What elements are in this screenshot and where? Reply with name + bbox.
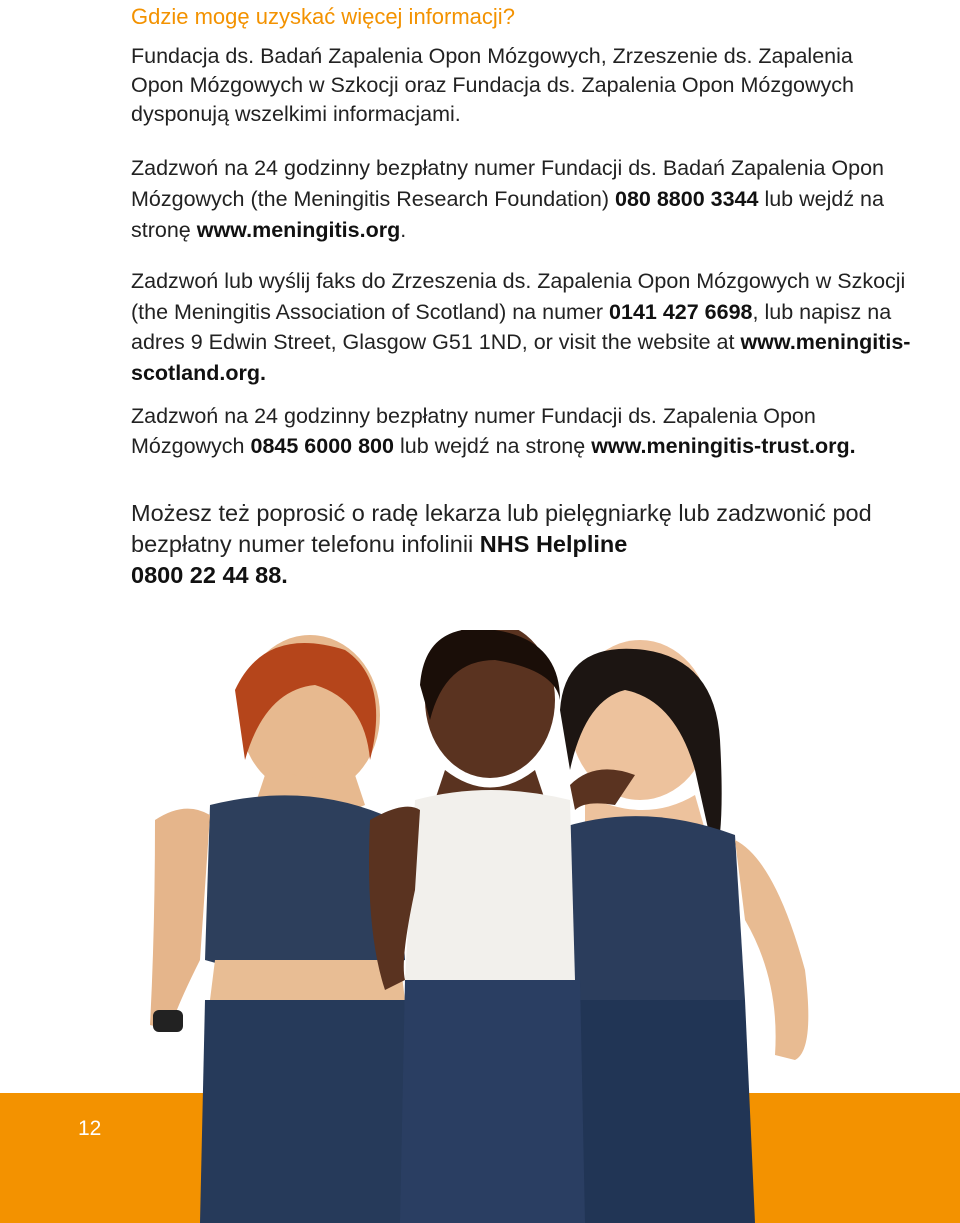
mrf-text-c: . — [400, 218, 407, 242]
scotland-text-b: , lub napisz na adres 9 Edwin Street, Glasgow G51 1ND, or visit the website at — [131, 299, 892, 354]
nhs-helpline-label: NHS Helpline — [479, 531, 628, 557]
trust-phone: 0845 6000 800 — [250, 434, 394, 458]
trust-text-a: Zadzwoń na 24 godzinny bezpłatny numer Fundacji ds. Zapalenia Opon Mózgowych — [131, 404, 816, 458]
nhs-phone: 0800 22 44 88. — [131, 562, 288, 588]
nhs-text-a: Możesz też poprosić o radę lekarza lub pielęgniarkę lub zadzwonić pod bezpłatny numer telefonu infolinii — [131, 500, 872, 557]
mrf-phone: 080 8800 3344 — [614, 187, 759, 211]
trust-text-b: lub wejdź na stronę — [393, 434, 592, 458]
three-women-photo — [115, 630, 845, 1223]
page-number: 12 — [78, 1117, 102, 1140]
trust-url-link[interactable]: www.meningitis-trust.org. — [591, 434, 856, 458]
scotland-paragraph — [131, 266, 911, 388]
intro-paragraph: Fundacja ds. Badań Zapalenia Opon Mózgowych, Zrzeszenie ds. Zapalenia Opon Mózgowych w Szkocji oraz Fundacja ds. Zapalenia Opon Mózgowych dysponują wszelkimi informacjami. — [131, 44, 854, 126]
right-woman-figure — [545, 640, 808, 1223]
section-heading: Gdzie mogę uzyskać więcej informacji? — [131, 4, 515, 29]
mrf-paragraph — [131, 153, 911, 246]
scotland-text-a: Zadzwoń lub wyślij faks do Zrzeszenia ds. Zapalenia Opon Mózgowych w Szkocji (the Meningitis Association of Scotland) na numer — [131, 269, 906, 324]
scotland-url-link[interactable]: www.meningitis-scotland.org. — [131, 330, 911, 385]
trust-paragraph — [131, 401, 911, 461]
mrf-text-b: lub wejdź na stronę — [131, 187, 884, 242]
scotland-phone: 0141 427 6698 — [609, 299, 753, 324]
mrf-url-link[interactable]: www.meningitis.org — [196, 218, 401, 242]
mrf-text-a: Zadzwoń na 24 godzinny bezpłatny numer Fundacji ds. Badań Zapalenia Opon Mózgowych (the Meningitis Research Foundation) — [131, 156, 884, 211]
nhs-paragraph — [131, 498, 911, 591]
